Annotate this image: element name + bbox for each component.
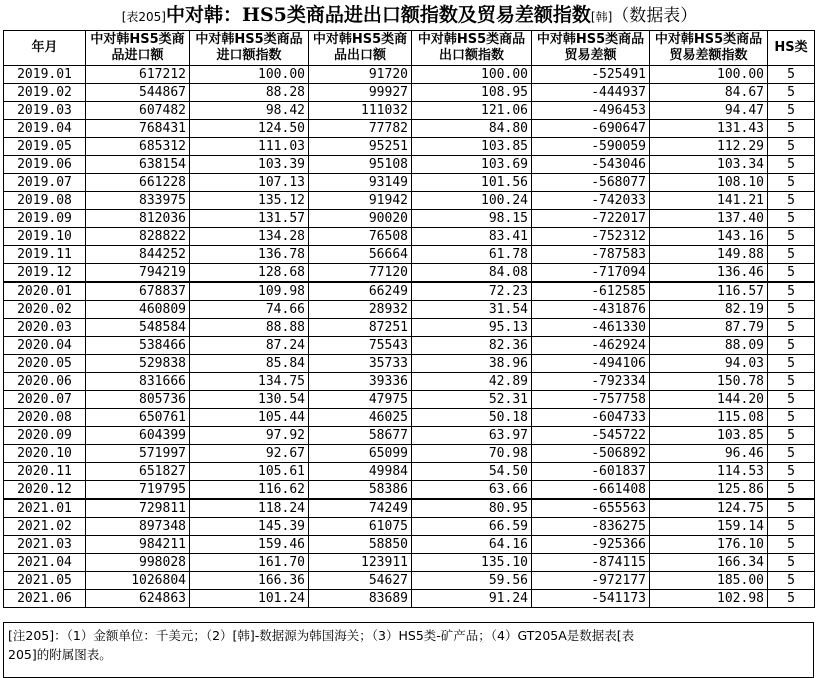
table-cell: 130.54 (190, 391, 309, 409)
table-cell: 5 (768, 518, 815, 536)
table-cell: 95.13 (412, 319, 532, 337)
table-cell: 135.12 (190, 192, 309, 210)
table-cell: 91942 (309, 192, 412, 210)
table-cell: 95251 (309, 138, 412, 156)
table-cell: -461330 (532, 319, 650, 337)
table-cell: 5 (768, 84, 815, 102)
table-cell: 548584 (86, 319, 190, 337)
table-cell: 5 (768, 536, 815, 554)
table-cell: 5 (768, 590, 815, 608)
title-table-number: [表205] (121, 10, 166, 24)
table-cell: 84.67 (650, 84, 768, 102)
table-cell: 31.54 (412, 301, 532, 319)
table-cell: 729811 (86, 499, 190, 518)
table-cell: 2021.05 (4, 572, 86, 590)
table-cell: 87.79 (650, 319, 768, 337)
table-cell: 2020.12 (4, 481, 86, 500)
header-cell: 中对韩HS5类商品出口额指数 (412, 31, 532, 66)
table-cell: 131.57 (190, 210, 309, 228)
table-cell: 59.56 (412, 572, 532, 590)
table-cell: 2021.03 (4, 536, 86, 554)
header-cell: 中对韩HS5类商品进口额 (86, 31, 190, 66)
table-cell: 678837 (86, 282, 190, 301)
table-cell: 61.78 (412, 246, 532, 264)
table-cell: 82.36 (412, 337, 532, 355)
table-cell: 460809 (86, 301, 190, 319)
table-cell: 5 (768, 301, 815, 319)
table-cell: 805736 (86, 391, 190, 409)
table-cell: 833975 (86, 192, 190, 210)
table-cell: -612585 (532, 282, 650, 301)
table-cell: 2020.04 (4, 337, 86, 355)
table-cell: 2019.03 (4, 102, 86, 120)
table-cell: 115.08 (650, 409, 768, 427)
table-cell: -431876 (532, 301, 650, 319)
header-cell: 中对韩HS5类商品贸易差额 (532, 31, 650, 66)
table-cell: -545722 (532, 427, 650, 445)
table-cell: 5 (768, 427, 815, 445)
table-cell: -722017 (532, 210, 650, 228)
table-cell: 538466 (86, 337, 190, 355)
table-cell: 116.57 (650, 282, 768, 301)
table-cell: 103.85 (412, 138, 532, 156)
table-cell: 42.89 (412, 373, 532, 391)
table-cell: 5 (768, 391, 815, 409)
table-cell: 101.56 (412, 174, 532, 192)
table-cell: 166.34 (650, 554, 768, 572)
table-cell: -604733 (532, 409, 650, 427)
table-cell: 85.84 (190, 355, 309, 373)
table-cell: 80.95 (412, 499, 532, 518)
table-cell: -787583 (532, 246, 650, 264)
table-row (4, 391, 815, 409)
table-cell: 571997 (86, 445, 190, 463)
table-cell: 2019.05 (4, 138, 86, 156)
table-cell: 137.40 (650, 210, 768, 228)
header-cell: 中对韩HS5类商品进口额指数 (190, 31, 309, 66)
table-cell: -972177 (532, 572, 650, 590)
table-cell: 84.08 (412, 264, 532, 283)
table-cell: 2019.02 (4, 84, 86, 102)
table-row (4, 409, 815, 427)
table-row (4, 66, 815, 84)
table-cell: 2020.05 (4, 355, 86, 373)
table-cell: 2019.10 (4, 228, 86, 246)
table-cell: -496453 (532, 102, 650, 120)
table-row (4, 590, 815, 608)
table-cell: 719795 (86, 481, 190, 500)
table-cell: 5 (768, 228, 815, 246)
table-cell: 77782 (309, 120, 412, 138)
table-cell: 97.92 (190, 427, 309, 445)
table-cell: -661408 (532, 481, 650, 500)
table-cell: 87251 (309, 319, 412, 337)
table-cell: 794219 (86, 264, 190, 283)
table-cell: 99927 (309, 84, 412, 102)
table-cell: 5 (768, 319, 815, 337)
table-row (4, 138, 815, 156)
table-cell: 83.41 (412, 228, 532, 246)
table-cell: 118.24 (190, 499, 309, 518)
table-cell: 5 (768, 373, 815, 391)
header-cell: 中对韩HS5类商品出口额 (309, 31, 412, 66)
table-cell: 2020.02 (4, 301, 86, 319)
table-cell: 98.42 (190, 102, 309, 120)
table-cell: -655563 (532, 499, 650, 518)
table-row (4, 192, 815, 210)
table-cell: 64.16 (412, 536, 532, 554)
table-cell: 95108 (309, 156, 412, 174)
table-cell: -757758 (532, 391, 650, 409)
table-cell: 136.78 (190, 246, 309, 264)
table-row (4, 536, 815, 554)
table-cell: 54627 (309, 572, 412, 590)
table-cell: 844252 (86, 246, 190, 264)
table-cell: 828822 (86, 228, 190, 246)
table-cell: 93149 (309, 174, 412, 192)
table-cell: 107.13 (190, 174, 309, 192)
table-cell: 897348 (86, 518, 190, 536)
table-cell: 149.88 (650, 246, 768, 264)
table-cell: 103.85 (650, 427, 768, 445)
table-cell: 638154 (86, 156, 190, 174)
table-cell: 101.24 (190, 590, 309, 608)
table-cell: 136.46 (650, 264, 768, 283)
table-cell: 112.29 (650, 138, 768, 156)
table-cell: 87.24 (190, 337, 309, 355)
table-cell: 2020.10 (4, 445, 86, 463)
table-cell: 50.18 (412, 409, 532, 427)
table-cell: 90020 (309, 210, 412, 228)
table-row (4, 445, 815, 463)
table-cell: 65099 (309, 445, 412, 463)
table-cell: 70.98 (412, 445, 532, 463)
footnote-line: 205]的附属图表。 (8, 647, 112, 662)
table-cell: 2020.08 (4, 409, 86, 427)
table-cell: 5 (768, 138, 815, 156)
table-cell: 131.43 (650, 120, 768, 138)
table-cell: 5 (768, 337, 815, 355)
table-cell: 2020.11 (4, 463, 86, 481)
table-cell: 134.28 (190, 228, 309, 246)
table-row (4, 174, 815, 192)
table-cell: 105.61 (190, 463, 309, 481)
table-cell: 109.98 (190, 282, 309, 301)
table-cell: -752312 (532, 228, 650, 246)
table-cell: 2019.08 (4, 192, 86, 210)
table-cell: 66249 (309, 282, 412, 301)
table-cell: 5 (768, 554, 815, 572)
title-source-tag: [韩] (590, 10, 613, 24)
table-cell: 185.00 (650, 572, 768, 590)
table-cell: 72.23 (412, 282, 532, 301)
table-cell: 2021.04 (4, 554, 86, 572)
table-cell: 604399 (86, 427, 190, 445)
table-cell: 529838 (86, 355, 190, 373)
table-cell: 94.47 (650, 102, 768, 120)
table-cell: -494106 (532, 355, 650, 373)
table-cell: 100.00 (650, 66, 768, 84)
table-row (4, 228, 815, 246)
table-cell: 998028 (86, 554, 190, 572)
table-row (4, 427, 815, 445)
table-cell: 2019.09 (4, 210, 86, 228)
table-cell: 49984 (309, 463, 412, 481)
table-cell: 2020.09 (4, 427, 86, 445)
table-cell: -590059 (532, 138, 650, 156)
table-cell: 103.69 (412, 156, 532, 174)
table-cell: -462924 (532, 337, 650, 355)
table-cell: 111.03 (190, 138, 309, 156)
table-cell: 88.28 (190, 84, 309, 102)
table-row (4, 463, 815, 481)
table-cell: 66.59 (412, 518, 532, 536)
table-cell: 2021.01 (4, 499, 86, 518)
table-row (4, 102, 815, 120)
table-row (4, 264, 815, 283)
table-cell: 768431 (86, 120, 190, 138)
table-cell: 984211 (86, 536, 190, 554)
header-cell: 年月 (4, 31, 86, 66)
table-cell: -874115 (532, 554, 650, 572)
table-cell: 116.62 (190, 481, 309, 500)
table-cell: 63.97 (412, 427, 532, 445)
table-cell: 544867 (86, 84, 190, 102)
table-cell: 76508 (309, 228, 412, 246)
table-row (4, 210, 815, 228)
table-cell: 61075 (309, 518, 412, 536)
table-cell: 100.00 (190, 66, 309, 84)
table-cell: 88.09 (650, 337, 768, 355)
table-cell: 123911 (309, 554, 412, 572)
table-cell: 650761 (86, 409, 190, 427)
table-cell: 5 (768, 409, 815, 427)
table-cell: 128.68 (190, 264, 309, 283)
table-cell: -568077 (532, 174, 650, 192)
table-row (4, 319, 815, 337)
table-row (4, 499, 815, 518)
table-cell: 84.80 (412, 120, 532, 138)
table-cell: 2020.06 (4, 373, 86, 391)
table-cell: 54.50 (412, 463, 532, 481)
table-cell: 121.06 (412, 102, 532, 120)
table-cell: 82.19 (650, 301, 768, 319)
table-cell: 92.67 (190, 445, 309, 463)
table-row (4, 355, 815, 373)
table-row (4, 337, 815, 355)
table-cell: 74249 (309, 499, 412, 518)
table-cell: 38.96 (412, 355, 532, 373)
table-cell: 5 (768, 66, 815, 84)
table-cell: 661228 (86, 174, 190, 192)
table-cell: 111032 (309, 102, 412, 120)
header-row (4, 31, 815, 66)
table-cell: 144.20 (650, 391, 768, 409)
table-cell: 2019.07 (4, 174, 86, 192)
table-cell: 5 (768, 481, 815, 500)
footnote (3, 622, 814, 678)
table-cell: 150.78 (650, 373, 768, 391)
table-cell: 2020.03 (4, 319, 86, 337)
table-cell: 47975 (309, 391, 412, 409)
table-cell: 2019.12 (4, 264, 86, 283)
table-row (4, 120, 815, 138)
table-cell: 100.00 (412, 66, 532, 84)
table-cell: 617212 (86, 66, 190, 84)
table-row (4, 373, 815, 391)
table-cell: 83689 (309, 590, 412, 608)
table-cell: 124.50 (190, 120, 309, 138)
table-cell: -506892 (532, 445, 650, 463)
table-cell: 5 (768, 264, 815, 283)
table-cell: 94.03 (650, 355, 768, 373)
table-cell: 135.10 (412, 554, 532, 572)
table-cell: 2020.01 (4, 282, 86, 301)
table-cell: 100.24 (412, 192, 532, 210)
table-row (4, 518, 815, 536)
table-cell: 5 (768, 572, 815, 590)
table-cell: 39336 (309, 373, 412, 391)
table-cell: 2019.11 (4, 246, 86, 264)
table-cell: 102.98 (650, 590, 768, 608)
table-cell: 105.44 (190, 409, 309, 427)
table-cell: 58386 (309, 481, 412, 500)
table-row (4, 282, 815, 301)
table-cell: 103.39 (190, 156, 309, 174)
table-cell: -836275 (532, 518, 650, 536)
table-cell: 74.66 (190, 301, 309, 319)
table-cell: 108.10 (650, 174, 768, 192)
table-cell: 141.21 (650, 192, 768, 210)
table-cell: -690647 (532, 120, 650, 138)
table-cell: 2019.01 (4, 66, 86, 84)
table-cell: -444937 (532, 84, 650, 102)
table-cell: 1026804 (86, 572, 190, 590)
table-cell: 56664 (309, 246, 412, 264)
data-table (3, 30, 815, 608)
table-cell: 5 (768, 192, 815, 210)
table-title (0, 0, 819, 30)
footnote-line: [注205]：（1）金额单位：千美元；（2）[韩]-数据源为韩国海关；（3）HS5类-矿产品；（4）GT205A是数据表[表 (8, 628, 635, 643)
table-cell: 2019.04 (4, 120, 86, 138)
table-cell: 159.14 (650, 518, 768, 536)
table-cell: 28932 (309, 301, 412, 319)
table-row (4, 156, 815, 174)
table-cell: -717094 (532, 264, 650, 283)
table-row (4, 572, 815, 590)
table-cell: 5 (768, 445, 815, 463)
table-cell: 77120 (309, 264, 412, 283)
table-cell: -792334 (532, 373, 650, 391)
title-main: 中对韩：HS5类商品进出口额指数及贸易差额指数 (166, 4, 591, 26)
table-cell: 5 (768, 156, 815, 174)
table-cell: 5 (768, 210, 815, 228)
table-cell: 176.10 (650, 536, 768, 554)
table-cell: -742033 (532, 192, 650, 210)
header-cell: HS类 (768, 31, 815, 66)
table-cell: -543046 (532, 156, 650, 174)
header-cell: 中对韩HS5类商品贸易差额指数 (650, 31, 768, 66)
table-cell: 58850 (309, 536, 412, 554)
table-cell: 5 (768, 463, 815, 481)
table-body (4, 66, 815, 608)
table-cell: -925366 (532, 536, 650, 554)
table-cell: 98.15 (412, 210, 532, 228)
table-cell: 5 (768, 499, 815, 518)
table-cell: 651827 (86, 463, 190, 481)
table-cell: 5 (768, 246, 815, 264)
table-cell: 685312 (86, 138, 190, 156)
table-cell: 108.95 (412, 84, 532, 102)
table-cell: 2019.06 (4, 156, 86, 174)
table-cell: 63.66 (412, 481, 532, 500)
table-cell: 91720 (309, 66, 412, 84)
table-cell: -541173 (532, 590, 650, 608)
table-cell: 5 (768, 355, 815, 373)
table-cell: 96.46 (650, 445, 768, 463)
table-cell: 831666 (86, 373, 190, 391)
table-cell: -525491 (532, 66, 650, 84)
table-cell: 114.53 (650, 463, 768, 481)
table-cell: 5 (768, 120, 815, 138)
table-cell: 75543 (309, 337, 412, 355)
table-cell: 607482 (86, 102, 190, 120)
table-row (4, 481, 815, 500)
table-cell: 161.70 (190, 554, 309, 572)
table-cell: 2021.02 (4, 518, 86, 536)
table-cell: 143.16 (650, 228, 768, 246)
table-cell: 52.31 (412, 391, 532, 409)
title-subtitle: （数据表） (612, 6, 698, 26)
table-cell: 2020.07 (4, 391, 86, 409)
table-cell: 145.39 (190, 518, 309, 536)
table-cell: 124.75 (650, 499, 768, 518)
table-cell: 88.88 (190, 319, 309, 337)
table-row (4, 84, 815, 102)
table-cell: 2021.06 (4, 590, 86, 608)
table-row (4, 554, 815, 572)
table-cell: 5 (768, 102, 815, 120)
table-cell: 35733 (309, 355, 412, 373)
table-cell: 5 (768, 282, 815, 301)
table-row (4, 246, 815, 264)
table-cell: 134.75 (190, 373, 309, 391)
table-cell: 159.46 (190, 536, 309, 554)
table-row (4, 301, 815, 319)
table-cell: 125.86 (650, 481, 768, 500)
table-cell: 46025 (309, 409, 412, 427)
table-cell: 91.24 (412, 590, 532, 608)
table-cell: 5 (768, 174, 815, 192)
table-cell: 624863 (86, 590, 190, 608)
table-cell: 58677 (309, 427, 412, 445)
table-cell: 103.34 (650, 156, 768, 174)
table-cell: -601837 (532, 463, 650, 481)
table-cell: 166.36 (190, 572, 309, 590)
table-cell: 812036 (86, 210, 190, 228)
